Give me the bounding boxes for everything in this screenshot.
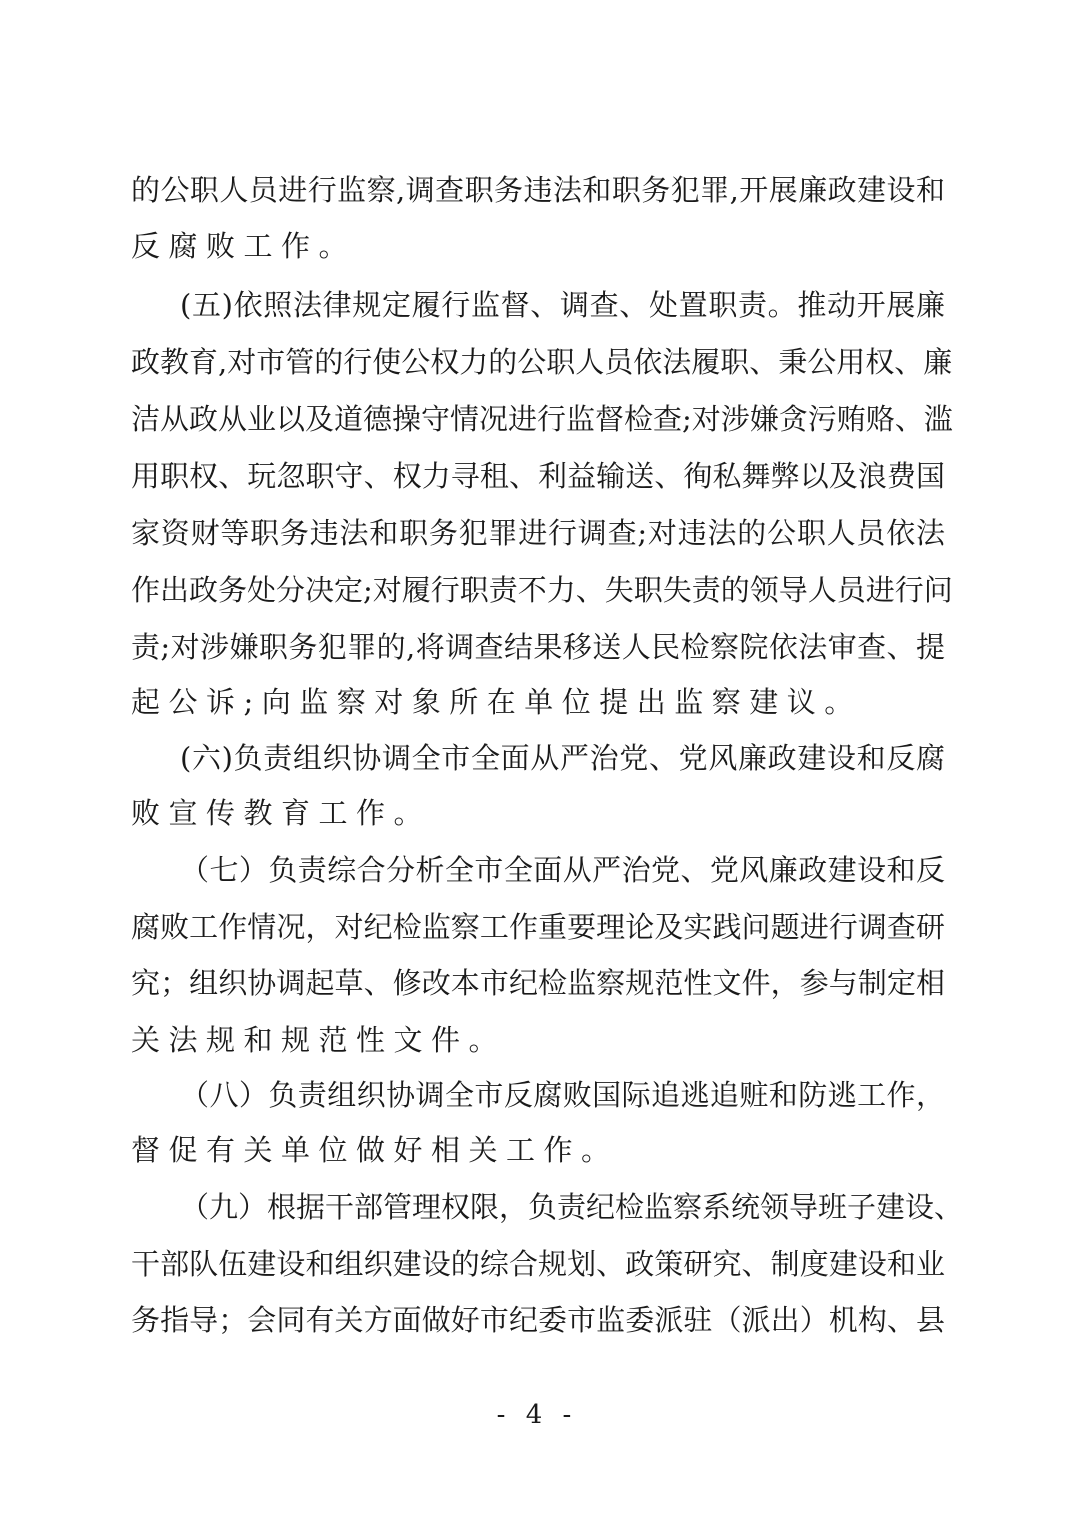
text-line: 败宣传教育工作。 — [131, 796, 432, 830]
text-line: 的公职人员进行监察,调查职务违法和职务犯罪,开展廉政建设和 — [131, 173, 945, 207]
text-line: 用职权、玩忽职守、权力寻租、利益输送、徇私舞弊以及浪费国 — [131, 459, 945, 493]
text-line: 责;对涉嫌职务犯罪的,将调查结果移送人民检察院依法审查、提 — [131, 630, 945, 664]
text-line: 起公诉;向监察对象所在单位提出监察建议。 — [131, 685, 862, 719]
text-line: (五)依照法律规定履行监督、调查、处置职责。推动开展廉 — [180, 288, 945, 322]
text-line: 干部队伍建设和组织建设的综合规划、政策研究、制度建设和业 — [131, 1247, 945, 1281]
text-line: 务指导；会同有关方面做好市纪委市监委派驻（派出）机构、县 — [131, 1303, 945, 1337]
text-line: 关法规和规范性文件。 — [131, 1023, 507, 1057]
text-line: （七）负责综合分析全市全面从严治党、党风廉政建设和反 — [180, 853, 945, 887]
text-line: 洁从政从业以及道德操守情况进行监督检查;对涉嫌贪污贿赂、滥 — [131, 402, 953, 436]
text-line: (六)负责组织协调全市全面从严治党、党风廉政建设和反腐 — [180, 741, 945, 775]
text-line: 家资财等职务违法和职务犯罪进行调查;对违法的公职人员依法 — [131, 516, 945, 550]
text-line: 反腐败工作。 — [131, 229, 357, 263]
text-line: 督促有关单位做好相关工作。 — [131, 1133, 619, 1167]
text-line: 究；组织协调起草、修改本市纪检监察规范性文件，参与制定相 — [131, 966, 945, 1000]
text-line: （九）根据干部管理权限，负责纪检监察系统领导班子建设、 — [180, 1190, 964, 1224]
page-number: - 4 - — [496, 1400, 578, 1430]
text-line: （八）负责组织协调全市反腐败国际追逃追赃和防逃工作， — [180, 1078, 945, 1112]
text-line: 政教育,对市管的行使公权力的公职人员依法履职、秉公用权、廉 — [131, 345, 953, 379]
text-line: 腐败工作情况，对纪检监察工作重要理论及实践问题进行调查研 — [131, 910, 945, 944]
text-line: 作出政务处分决定;对履行职责不力、失职失责的领导人员进行问 — [131, 573, 953, 607]
